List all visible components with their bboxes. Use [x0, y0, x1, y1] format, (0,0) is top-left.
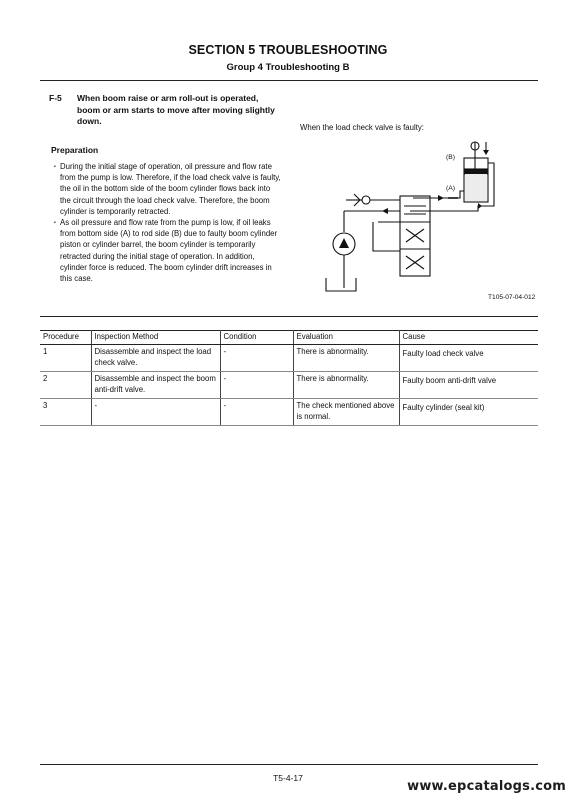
column-header: Procedure: [40, 331, 91, 345]
column-header: Evaluation: [293, 331, 399, 345]
watermark: www.epcatalogs.com: [407, 779, 566, 794]
evaluation-cell: There is abnormality.: [293, 345, 399, 372]
footer-rule: [40, 764, 538, 765]
diagram-caption: When the load check valve is faulty:: [300, 123, 424, 132]
procedure-cell: 2: [40, 372, 91, 399]
label-bottom-side-a: (A): [446, 185, 456, 192]
table-row: [40, 399, 538, 426]
evaluation-cell: The check mentioned above is normal.: [293, 399, 399, 426]
evaluation-cell: There is abnormality.: [293, 372, 399, 399]
procedure-cell: 1: [40, 345, 91, 372]
section-divider: [40, 316, 538, 317]
label-rod-side-b: (B): [446, 154, 456, 161]
hydraulic-circuit-diagram: [318, 136, 538, 296]
page-number: T5-4-17: [273, 773, 303, 783]
preparation-bullet: [51, 217, 283, 284]
figure-id: T105-07-04-012: [488, 294, 536, 301]
bullet-text: During the initial stage of operation, oil pressure and flow rate from the pump is low. Therefore, if the load check valve is faulty, the oil in the bottom side of the boom cylinder flows back into the circuit through the load check valve. Therefore, the boom cylinder is temporarily retracted.: [60, 162, 281, 216]
fault-description: When boom raise or arm roll-out is operated, boom or arm starts to move after moving slightly down.: [77, 93, 275, 126]
preparation-list: [51, 161, 283, 284]
table-header-row: [40, 331, 538, 345]
bullet-text: As oil pressure and flow rate from the pump is low, if oil leaks from bottom side (A) to rod side (B) due to faulty boom cylinder piston or cylinder barrel, the boom cylinder is temporarily retracted during the initial stage of operation. In addition, cylinder force is reduced. The boom cylinder drift increases in this case.: [60, 218, 278, 284]
section-title: SECTION 5 TROUBLESHOOTING: [188, 43, 388, 57]
tank-icon: [326, 278, 356, 291]
cause-cell: Faulty load check valve: [399, 345, 538, 372]
condition-cell: -: [220, 345, 293, 372]
inspection-method-cell: Disassemble and inspect the boom anti-drift valve.: [91, 372, 220, 399]
procedure-table: [40, 330, 538, 426]
header-rule: [40, 80, 538, 81]
table-row: [40, 372, 538, 399]
inspection-method-cell: -: [91, 399, 220, 426]
procedure-cell: 3: [40, 399, 91, 426]
column-header: Cause: [399, 331, 538, 345]
cause-cell: Faulty boom anti-drift valve: [399, 372, 538, 399]
inspection-method-cell: Disassemble and inspect the load check valve.: [91, 345, 220, 372]
table-row: [40, 345, 538, 372]
preparation-heading: Preparation: [51, 145, 99, 155]
cause-cell: Faulty cylinder (seal kit): [399, 399, 538, 426]
fault-code: F-5: [49, 93, 62, 103]
group-title: Group 4 Troubleshooting B: [226, 62, 350, 73]
load-check-valve: [362, 196, 370, 204]
condition-cell: -: [220, 399, 293, 426]
condition-cell: -: [220, 372, 293, 399]
bullet-marker: ・: [51, 162, 59, 171]
column-header: Inspection Method: [91, 331, 220, 345]
preparation-bullet: [51, 161, 283, 217]
column-header: Condition: [220, 331, 293, 345]
bullet-marker: ・: [51, 218, 59, 228]
